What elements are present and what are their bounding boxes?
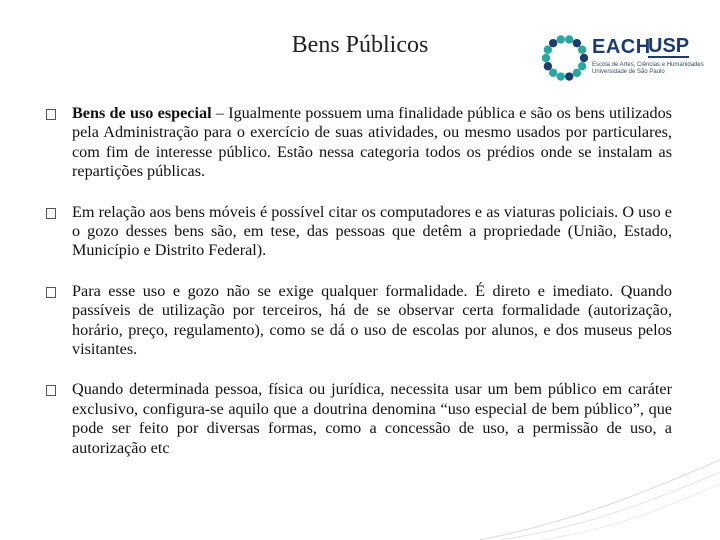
each-usp-logo — [540, 28, 704, 88]
list-item-body: Para esse uso e gozo não se exige qualquer formalidade. É direto e imediato. Quando passíveis de utilização por terceiros, há de se observar certa formalidade (autorização, horário, preço, regulamento), como se dá o uso de escolas por alunos, e dos museus pelos visitantes. — [72, 281, 672, 359]
logo-subtitle — [592, 62, 702, 76]
ring-dot — [578, 62, 586, 70]
bullet-box-icon — [46, 109, 56, 120]
ring-dot — [565, 35, 573, 43]
ring-dot — [557, 35, 565, 43]
ring-dot — [578, 46, 586, 54]
slide-title: Bens Públicos — [291, 32, 429, 58]
ring-dot — [549, 69, 557, 77]
ring-dot — [544, 46, 552, 54]
list-item-body: Quando determinada pessoa, física ou jurídica, necessita usar um bem público em caráter exclusivo, configura-se aquilo que a doutrina denomina “uso especial de bem público”, que pode ser feito por diversas formas, como a concessão de uso, a permissão de uso, a autorização etc — [72, 380, 672, 457]
logo-org: USP — [648, 35, 690, 57]
list-item — [46, 380, 672, 458]
ring-dot — [573, 69, 581, 77]
logo-subtitle-line: Escola de Artes, Ciências e Humanidades — [592, 62, 704, 68]
ring-dot — [573, 39, 581, 47]
decorative-corner-curl-icon — [480, 450, 720, 540]
list-item-text — [72, 282, 672, 360]
bullet-box-icon — [46, 385, 56, 396]
list-item-text — [72, 380, 672, 458]
each-ring-icon — [540, 32, 590, 84]
ring-dot — [544, 62, 552, 70]
list-item-bold: Bens de uso especial — [72, 104, 212, 122]
logo-subtitle-line: Universidade de São Paulo — [592, 69, 665, 75]
logo-name: EACH — [592, 36, 651, 58]
ring-dot — [549, 39, 557, 47]
bullet-box-icon — [46, 287, 56, 298]
list-item — [46, 203, 672, 261]
list-item — [46, 282, 672, 360]
list-item — [46, 104, 672, 182]
ring-dot — [557, 72, 565, 80]
list-item-text — [72, 203, 672, 261]
list-item-text — [72, 104, 672, 182]
list-item-body: Em relação aos bens móveis é possível citar os computadores e as viaturas policiais. O uso e o gozo desses bens são, em tese, das pessoas que detêm a propriedade (União, Estado, Município e Distrito Federal). — [72, 202, 672, 260]
ring-dot — [580, 54, 588, 62]
bullet-box-icon — [46, 208, 56, 219]
list-item-body: – Igualmente possuem uma finalidade pública e são os bens utilizados pela Administração para o exercício de suas atividades, ou mesmo usados por particulares, com fim de interesse público. Estão nessa categoria todos os prédios onde se instalam as repartições públicas. — [72, 104, 672, 181]
bullet-list — [46, 104, 672, 479]
ring-dot — [565, 72, 573, 80]
ring-dot — [542, 54, 550, 62]
